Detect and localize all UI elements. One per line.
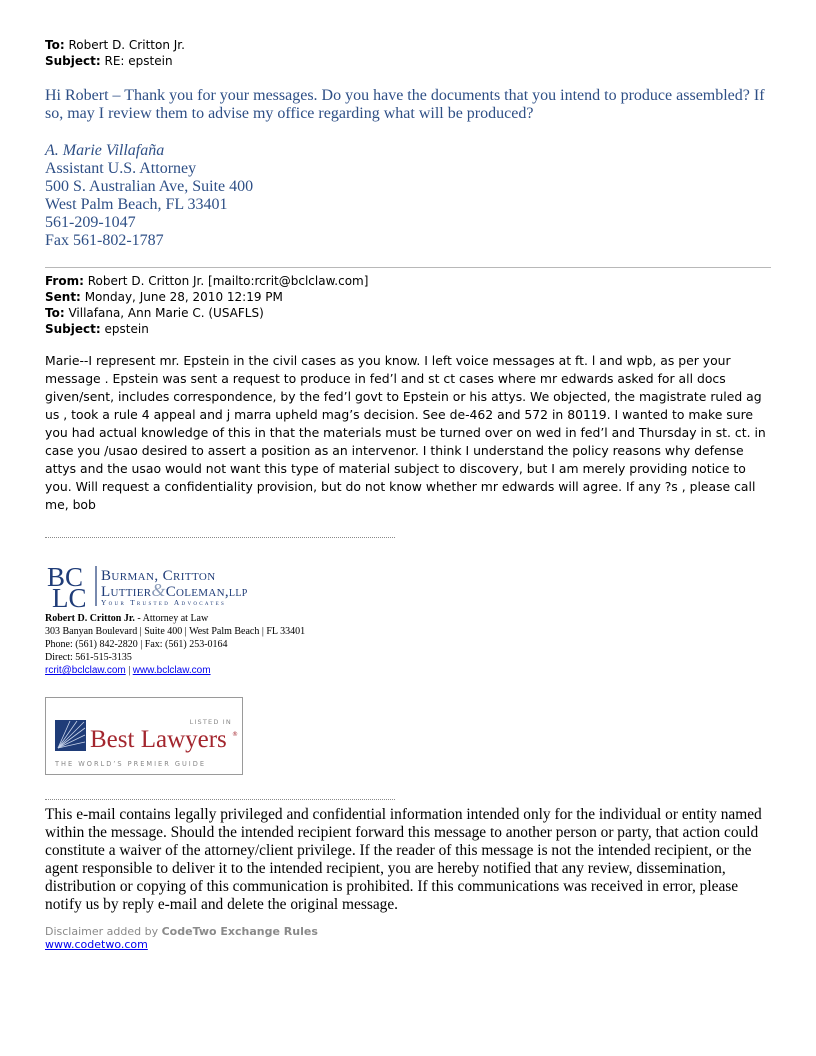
sent-line bbox=[45, 289, 368, 305]
signature-title: Assistant U.S. Attorney bbox=[45, 160, 197, 177]
message-divider bbox=[45, 267, 771, 268]
from-label: From: bbox=[45, 274, 84, 288]
best-lawyers-badge[interactable] bbox=[45, 697, 243, 775]
best-lawyers-tagline: THE WORLD’S PREMIER GUIDE bbox=[55, 760, 206, 768]
reply-subject-line bbox=[45, 53, 185, 69]
signature-phone: 561-209-1047 bbox=[45, 214, 136, 231]
sent-label: Sent: bbox=[45, 290, 81, 304]
original-subject-line bbox=[45, 321, 368, 337]
firm-address: 303 Banyan Boulevard | Suite 400 | West Palm Beach | FL 33401 bbox=[45, 626, 306, 637]
logo-line2: Luttier&Coleman,LLP bbox=[101, 580, 248, 600]
logo-line1: Burman, Critton bbox=[101, 568, 216, 584]
subject-label: Subject: bbox=[45, 54, 101, 68]
best-lawyers-brand: Best Lawyers bbox=[90, 726, 227, 753]
signature-divider bbox=[45, 537, 395, 538]
to-value: Robert D. Critton Jr. bbox=[68, 38, 185, 52]
firm-phones: Phone: (561) 842-2820 | Fax: (561) 253-0164 bbox=[45, 639, 228, 650]
original-body: Marie--I represent mr. Epstein in the civil cases as you know. I left voice messages at ft. l and wpb, as per your message . Epstein was sent a request to produce in fed’l and st ct cases where mr edwards asked for all docs given/sent, includes correspondence, by the fed’l govt to Epstein or his attys. We objected, the magistrate ruled ag us , took a rule 4 appeal and j marra upheld mag’s decision. See de-462 and 572 in 80119. I wanted to make sure you had actual knowledge of this in that the materials must be turned over on wed in fed’l and Thursday in st. ct. in case you /usao desired to assert a position as an intervenor. I think I understand the policy reasons why defense attys and the usao would not want this type of material subject to discovery, but I am merely providing notice to you. Will request a confidentiality provision, but do not know whether mr edwards will agree. If any ?s , please call me, bob bbox=[45, 353, 766, 512]
reply-header bbox=[45, 37, 185, 69]
logo-monogram-top: BC bbox=[47, 562, 84, 592]
subject-label: Subject: bbox=[45, 322, 101, 336]
listed-in-label: LISTED IN bbox=[189, 718, 232, 726]
disclaimer-divider bbox=[45, 799, 395, 800]
to-label: To: bbox=[45, 38, 65, 52]
firm-logo bbox=[46, 562, 306, 610]
original-header bbox=[45, 273, 368, 337]
website-link[interactable]: www.bclclaw.com bbox=[132, 665, 211, 676]
from-line bbox=[45, 273, 368, 289]
best-lawyers-logo bbox=[46, 698, 242, 774]
firm-direct: Direct: 561-515-3135 bbox=[45, 652, 132, 663]
logo-tagline: Your Trusted Advocates bbox=[101, 598, 227, 607]
link-separator: | bbox=[125, 665, 133, 676]
signature-fax: Fax 561-802-1787 bbox=[45, 232, 164, 249]
reply-to-line bbox=[45, 37, 185, 53]
from-value: Robert D. Critton Jr. [mailto:rcrit@bclclaw.com] bbox=[87, 274, 369, 288]
registered-mark: ® bbox=[232, 731, 238, 738]
attorney-name: Robert D. Critton Jr. bbox=[45, 613, 135, 624]
subject-value: epstein bbox=[104, 322, 149, 336]
signature-address1: 500 S. Australian Ave, Suite 400 bbox=[45, 178, 254, 195]
legal-disclaimer: This e-mail contains legally privileged and confidential information intended only for the individual or entity named within the message. Should the intended recipient forward this message to another person or party, that action could constitute a waiver of the attorney/client privilege. If the reader of this message is not the intended recipient, or the agent responsible to deliver it to the intended recipient, you are hereby notified that any review, dissemination, distribution or copying of this communication is prohibited. If this communications was received in error, please notify us by reply e-mail and delete the original message. bbox=[45, 806, 762, 913]
sent-value: Monday, June 28, 2010 12:19 PM bbox=[84, 290, 283, 304]
codetwo-link[interactable]: www.codetwo.com bbox=[45, 938, 148, 951]
firm-links bbox=[45, 664, 305, 677]
email-link[interactable]: rcrit@bclclaw.com bbox=[45, 665, 126, 676]
starburst-icon bbox=[55, 720, 86, 751]
to-label: To: bbox=[45, 306, 65, 320]
original-to-line bbox=[45, 305, 368, 321]
to-value: Villafana, Ann Marie C. (USAFLS) bbox=[68, 306, 264, 320]
subject-value: RE: epstein bbox=[104, 54, 173, 68]
logo-monogram-bottom: LC bbox=[52, 583, 87, 610]
codetwo-prefix: Disclaimer added by bbox=[45, 925, 162, 938]
codetwo-note bbox=[45, 925, 318, 951]
codetwo-product: CodeTwo Exchange Rules bbox=[161, 925, 318, 938]
firm-name-line bbox=[45, 612, 305, 625]
firm-signature bbox=[45, 612, 305, 677]
attorney-role: - Attorney at Law bbox=[134, 613, 209, 624]
codetwo-line bbox=[45, 925, 318, 938]
reply-body: Hi Robert – Thank you for your messages. Do you have the documents that you intend to produce assembled? If so, may I review them to advise my office regarding what will be produced? bbox=[45, 87, 765, 122]
reply-signature bbox=[45, 142, 253, 250]
signature-address2: West Palm Beach, FL 33401 bbox=[45, 196, 228, 213]
signature-name: A. Marie Villafaña bbox=[45, 142, 165, 159]
